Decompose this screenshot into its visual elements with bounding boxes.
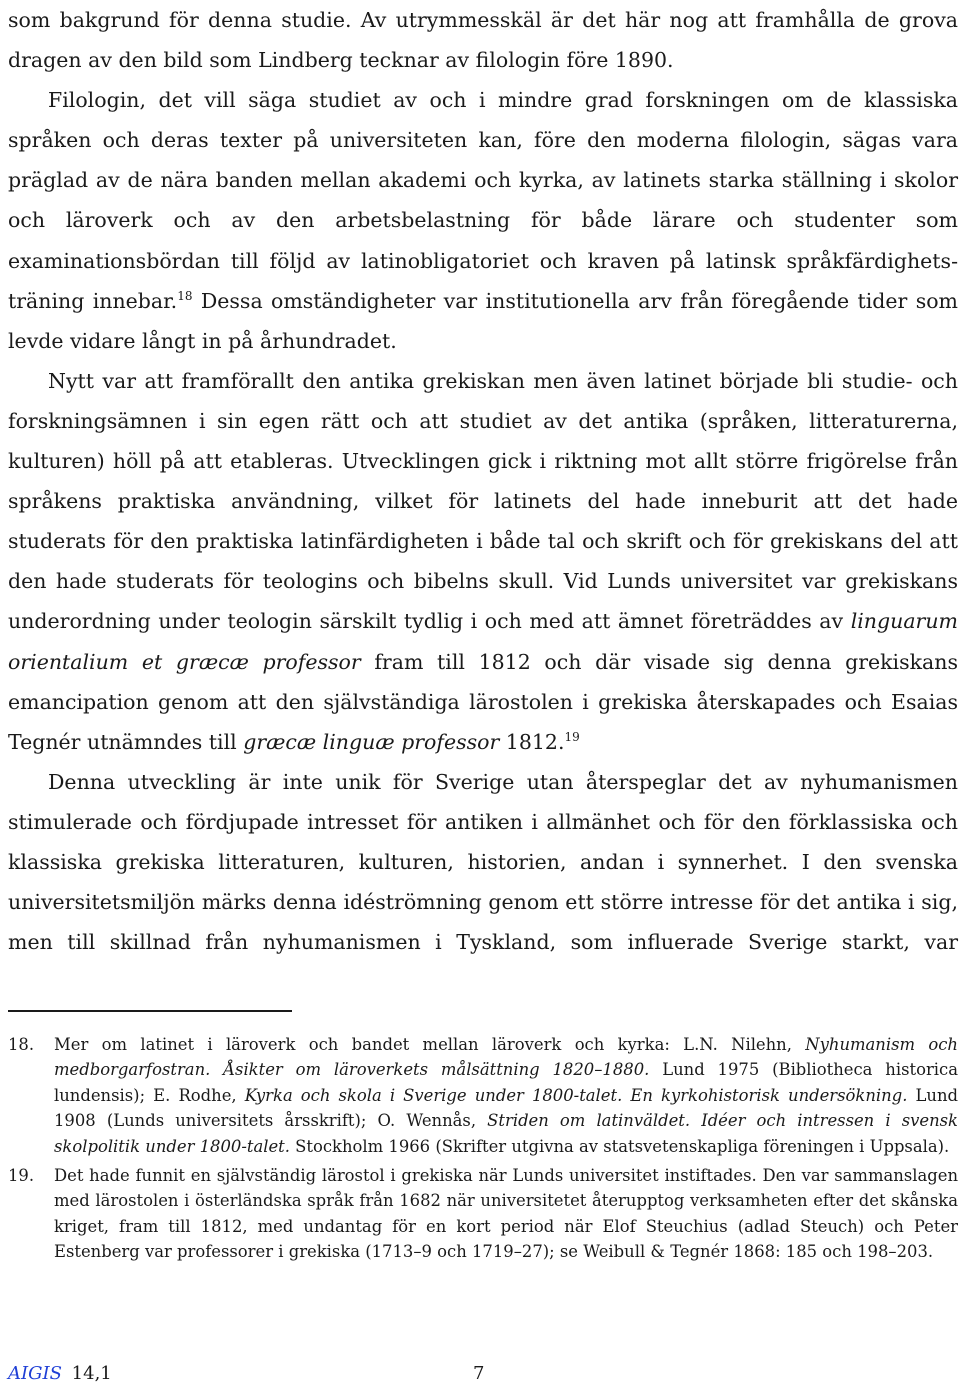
journal-name[interactable]: AIGIS <box>8 1363 62 1384</box>
footnote-segment: Lund 1908 (Lunds universitets årsskrift); O. Wennås, <box>54 1085 959 1131</box>
paragraph-text: Denna utveckling är inte unik för Sverige utan återspeglar det av nyhumanismen stimulerade och fördjupade intresset för antiken i allmänhet och för den förklassiska och klassiska grekiska litteraturen, kulturen, historien, andan i synnerhet. I den svenska universitetsmiljön märks denna idéströmning genom ett större intresse för det antika i sig, men till skillnad från nyhumanismen i Tyskland, som influerade Sverige starkt, var <box>8 769 958 955</box>
paragraph-text: Nytt var att framförallt den antika grekiskan men även latinet började bli studie- och forskningsämnen i sin egen rätt och att studiet av det antika (språken, litteraturerna, kulturen) höll på att etableras. Utvecklingen gick i riktning mot allt större frigörelse från språkens praktiska användning, vilket för latinets del hade inneburit att det hade studerats för den praktiska latinfärdigheten i både tal och skrift och för grekiskans del att den hade studerats för teologins och bibelns skull. Vid Lunds universitet var grekiskans underordning under teologin särskilt tydlig i och med att ämnet företräddes av <box>8 368 958 634</box>
footnote-segment: Lund 1975 (Bibliotheca historica lundensis); E. Rodhe, <box>54 1060 959 1105</box>
footnotes <box>8 1032 958 1269</box>
line: som bakgrund för denna studie. Av utrymmesskäl är det här nog att framhålla de grova <box>8 8 958 32</box>
footnote-number: 19. <box>8 1166 35 1186</box>
paragraph-text: fram till 1812 och där visade sig denna grekiskans emancipation genom att den självständiga lärostolen i grekiska återskapades och Esaias Tegnér utnämndes till <box>8 649 958 754</box>
paragraph-text: Filologin, det vill säga studiet av och i mindre grad forskningen om de klassiska språken och deras texter på universiteten kan, före den moderna filologin, sägas vara präglad av de nära banden mellan akademi och kyrka, av latinets starka ställning i skolor och läroverk och av den arbetsbelastning för både lärare och studenter som examinationsbördan till följd av latinobligatoriet och kraven på latinsk språkfärdighetsträning innebar. <box>8 88 958 313</box>
footnote-segment: Det hade funnit en självständig lärostol i grekiska när Lunds universitet instiftades. Den var sammanslagen med lärostolen i österländska språk från 1682 när universitetet återupptog verksamheten efter det skånska kriget, fram till 1812, med undantag för en kort period när Elof Steuchius (adlad Steuch) och Peter Estenberg var professorer i grekiska (1713–9 och 1719–27); se Weibull & Tegnér 1868: 185 och 198–203. <box>54 1166 958 1262</box>
footnote-number: 18. <box>8 1035 35 1054</box>
footnote-separator <box>8 1010 292 1012</box>
paragraph <box>8 762 958 962</box>
paragraph-text: Dessa omständigheter var institutionella arv från föregående tider som levde vidare långt in på århundradet. <box>8 288 958 353</box>
footnote-italic-title: Kyrka och skola i Sverige under 1800-talet. En kyrkohistorisk undersökning. <box>244 1085 908 1105</box>
line: dragen av den bild som Lindberg tecknar av filologin före 1890. <box>8 48 674 73</box>
footnote-ref-19[interactable]: 19 <box>564 729 580 744</box>
footnote-19 <box>8 1163 958 1265</box>
footnote-text <box>54 1032 958 1159</box>
body-text <box>8 0 958 962</box>
journal-issue: 14,1 <box>71 1363 112 1384</box>
footnote-text <box>54 1163 958 1265</box>
italic-title: græcæ linguæ professor <box>243 729 500 754</box>
paragraph-continued <box>8 0 958 80</box>
footnote-italic-title: Nyhumanism och medborgarfostran. Åsikter om läroverkets målsättning 1820–1880. <box>54 1035 958 1080</box>
footnote-segment: Stockholm 1966 (Skrifter utgivna av statsvetenskapliga föreningen i Uppsala). <box>289 1136 950 1156</box>
footnote-ref-18[interactable]: 18 <box>177 288 193 303</box>
running-footer <box>8 1359 958 1389</box>
paragraph <box>8 361 958 762</box>
footnote-italic-title: Striden om latinväldet. Idéer och intressen i svensk skolpolitik under 1800-talet. <box>54 1111 958 1156</box>
italic-title: linguarum orientalium et græcæ professor <box>8 609 958 674</box>
footnote-18 <box>8 1032 958 1159</box>
paragraph <box>8 80 958 361</box>
footnote-segment: Mer om latinet i läroverk och bandet mellan läroverk och kyrka: L.N. Nilehn, <box>54 1035 806 1054</box>
paragraph-text: 1812. <box>499 729 565 754</box>
page-number: 7 <box>473 1363 485 1384</box>
